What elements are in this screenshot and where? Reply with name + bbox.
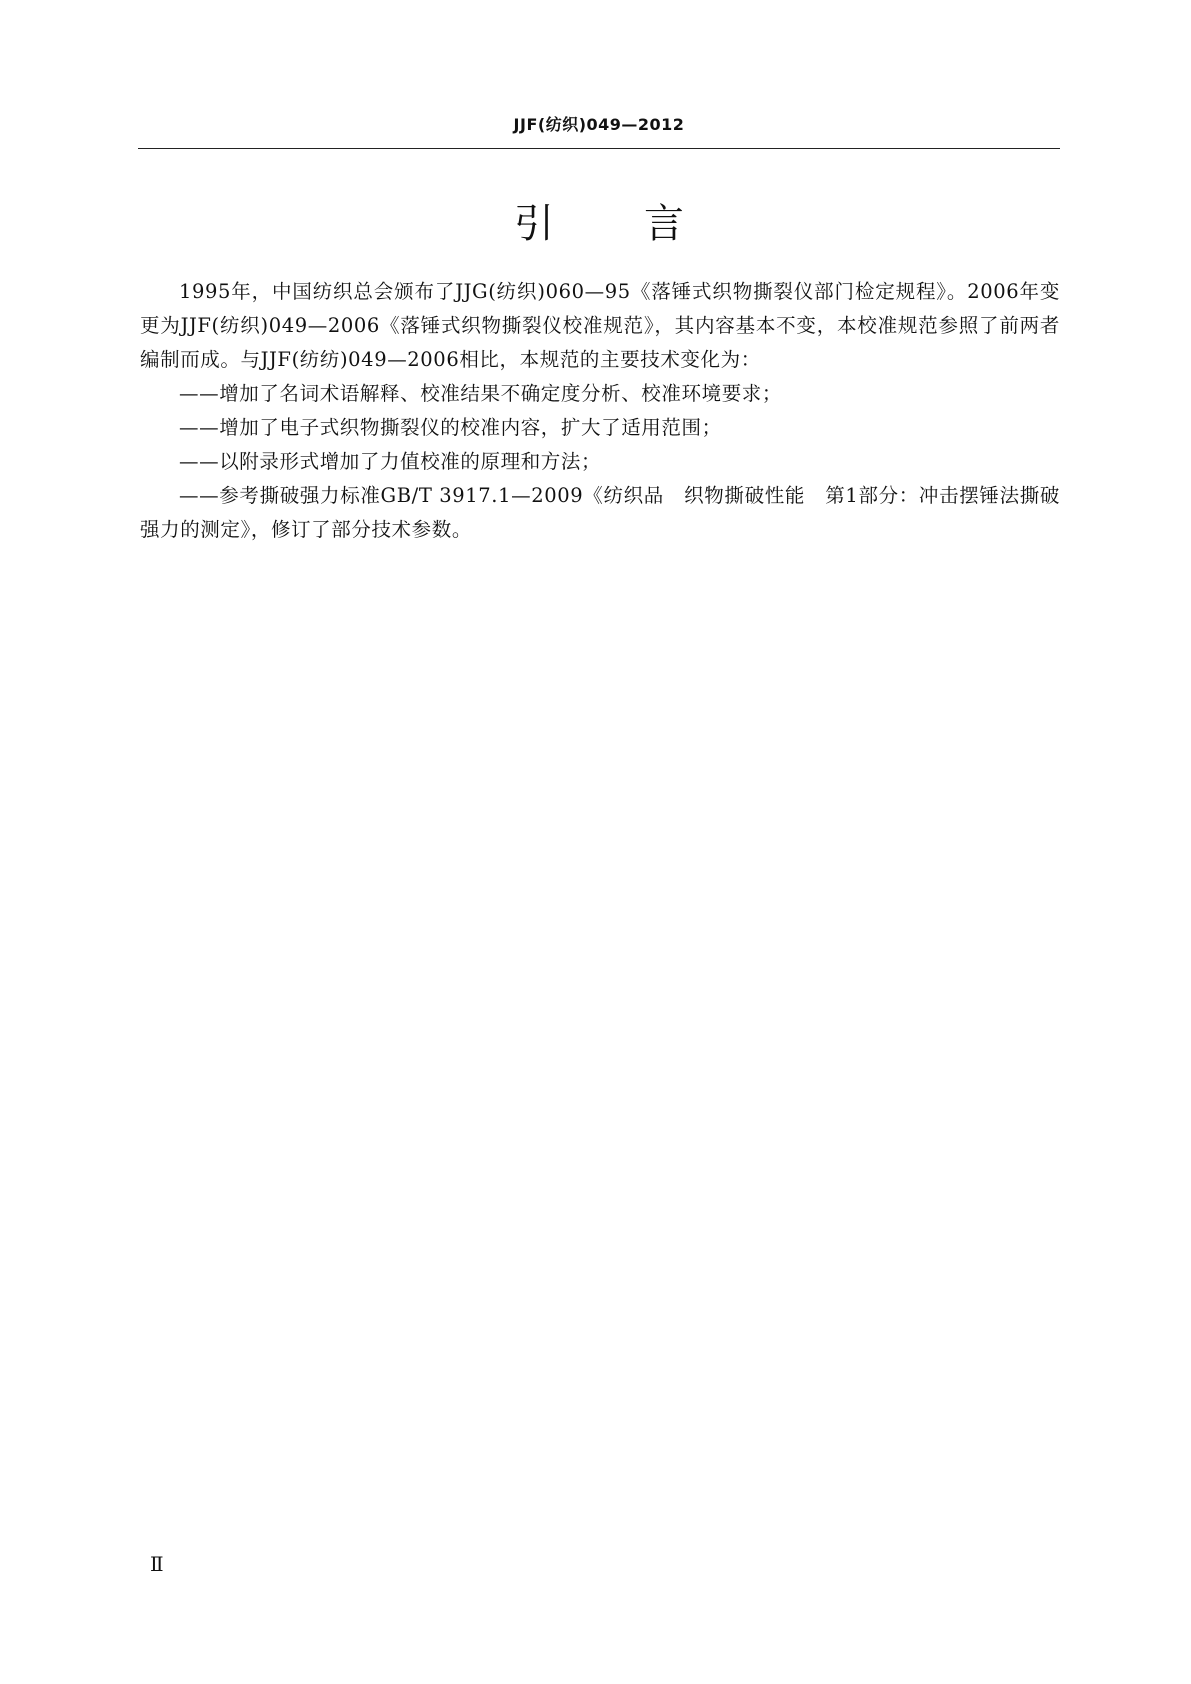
intro-body	[140, 275, 1060, 547]
change-item: ——增加了名词术语解释、校准结果不确定度分析、校准环境要求；	[179, 382, 783, 405]
change-item: ——参考撕破强力标准GB/T 3917.1—2009《纺织品 织物撕破性能 第1部分：冲击摆锤法撕破强力的测定》，修订了部分技术参数。	[140, 484, 1060, 541]
change-item: ——增加了电子式织物撕裂仪的校准内容，扩大了适用范围；	[179, 416, 722, 439]
page-number: Ⅱ	[150, 1552, 164, 1576]
header-divider	[138, 148, 1060, 149]
intro-paragraph: 1995年，中国纺织总会颁布了JJG(纺织)060—95《落锤式织物撕裂仪部门检定规程》。2006年变更为JJF(纺织)049—2006《落锤式织物撕裂仪校准规范》，其内容基本不变，本校准规范参照了前两者编制而成。与JJF(纺纺)049—2006相比，本规范的主要技术变化为：	[140, 280, 1060, 371]
page-title: 引言	[514, 201, 774, 247]
change-item: ——以附录形式增加了力值校准的原理和方法；	[179, 450, 602, 473]
standard-code-header: JJF(纺织)049—2012	[513, 115, 685, 134]
